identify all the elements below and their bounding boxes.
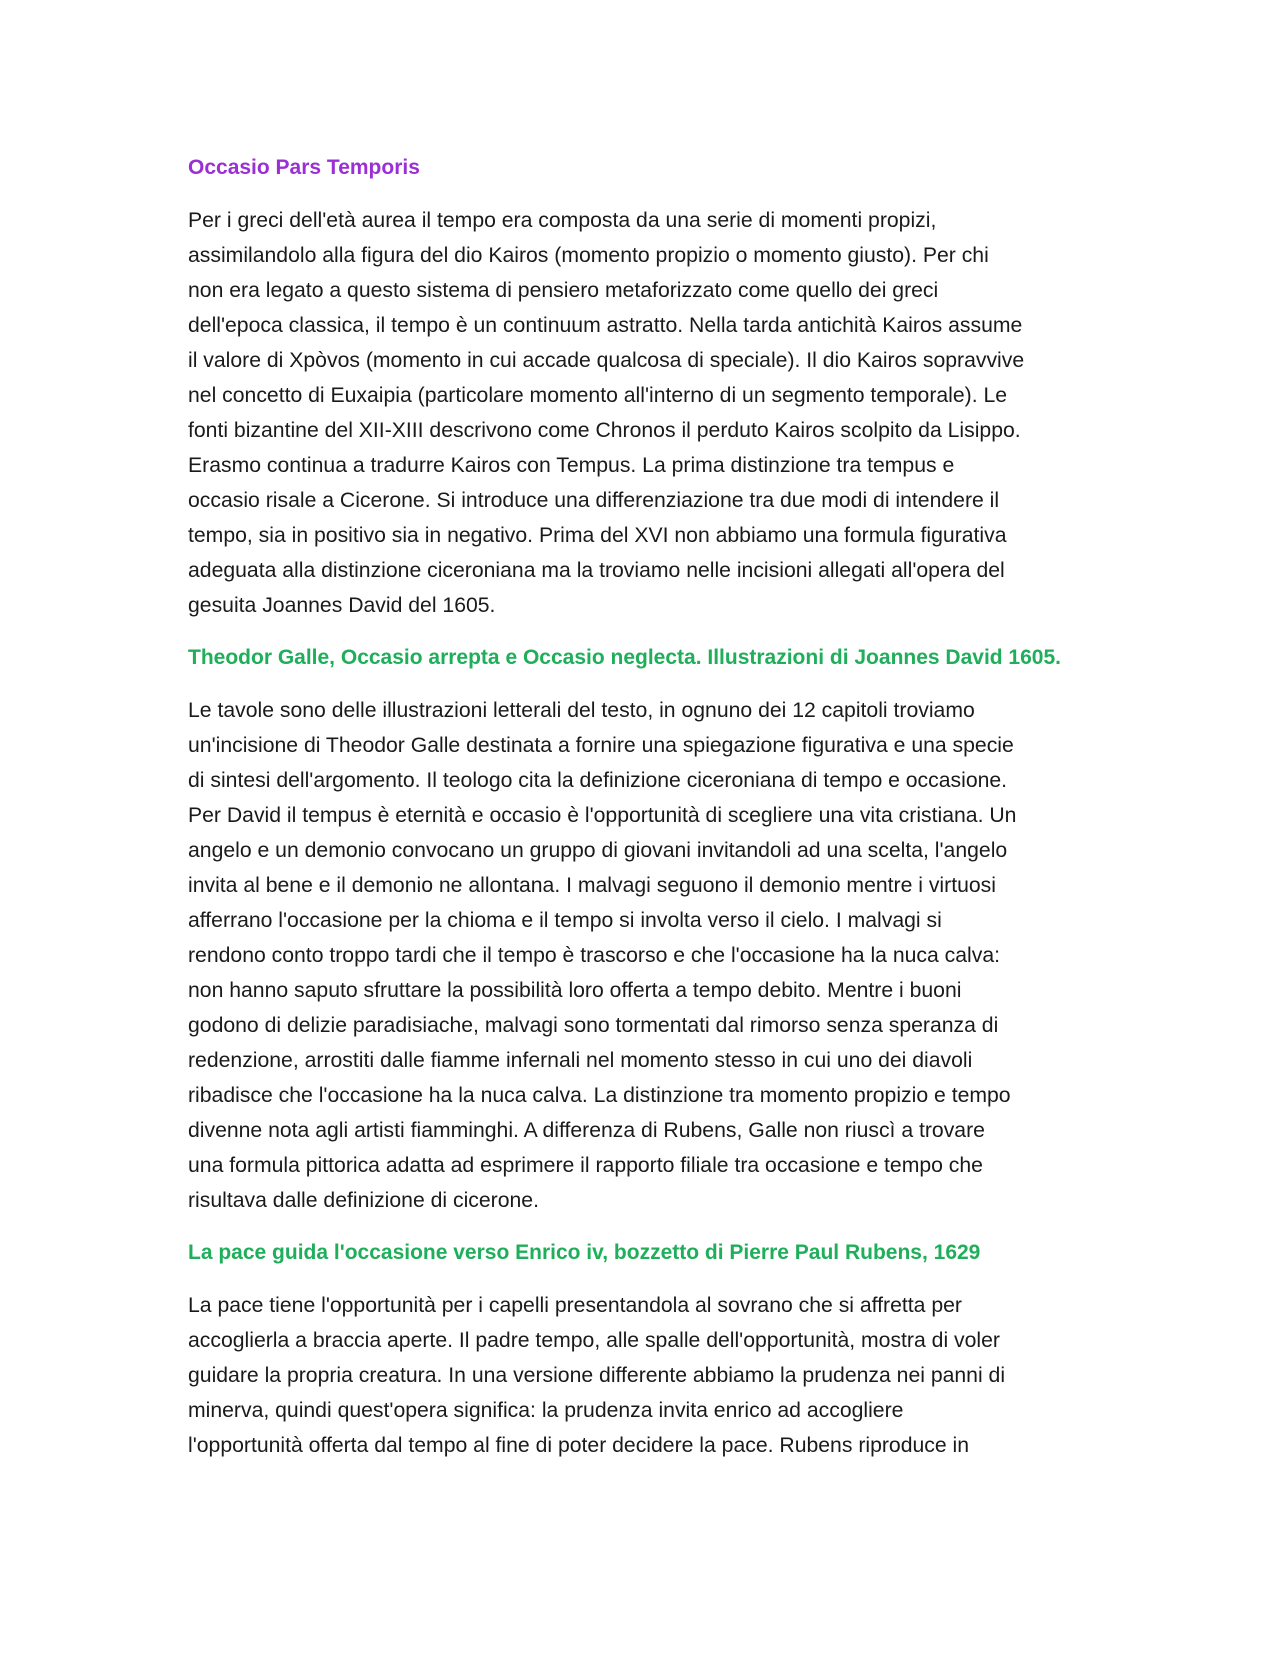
paragraph-line: tempo, sia in positivo sia in negativo. Prima del XVI non abbiamo una formula figurativa xyxy=(188,524,1007,547)
paragraph-line: invita al bene e il demonio ne allontana. I malvagi seguono il demonio mentre i virtuosi xyxy=(188,874,996,897)
paragraph-line: non era legato a questo sistema di pensiero metaforizzato come quello dei greci xyxy=(188,279,939,302)
section-heading-occasio-pars-temporis: Occasio Pars Temporis xyxy=(188,156,420,179)
paragraph-line: angelo e un demonio convocano un gruppo di giovani invitandoli ad una scelta, l'angelo xyxy=(188,839,1008,862)
paragraph-line: guidare la propria creatura. In una versione differente abbiamo la prudenza nei panni di xyxy=(188,1364,1006,1387)
paragraph-line: La pace tiene l'opportunità per i capelli presentandola al sovrano che si affretta per xyxy=(188,1294,962,1317)
paragraph-line: dell'epoca classica, il tempo è un continuum astratto. Nella tarda antichità Kairos assume xyxy=(188,314,1023,337)
paragraph-line: l'opportunità offerta dal tempo al fine di poter decidere la pace. Rubens riproduce in xyxy=(188,1434,970,1457)
paragraph-line: Erasmo continua a tradurre Kairos con Tempus. La prima distinzione tra tempus e xyxy=(188,454,955,477)
section-heading-la-pace: La pace guida l'occasione verso Enrico iv, bozzetto di Pierre Paul Rubens, 1629 xyxy=(188,1241,981,1264)
paragraph-line: un'incisione di Theodor Galle destinata a fornire una spiegazione figurativa e una specie xyxy=(188,734,1014,757)
paragraph-line: redenzione, arrostiti dalle fiamme infernali nel momento stesso in cui uno dei diavoli xyxy=(188,1049,973,1072)
section-paragraph-2 xyxy=(188,693,1098,1218)
paragraph-line: gesuita Joannes David del 1605. xyxy=(188,594,496,617)
paragraph-line: una formula pittorica adatta ad esprimere il rapporto filiale tra occasione e tempo che xyxy=(188,1154,983,1177)
paragraph-line: non hanno saputo sfruttare la possibilità loro offerta a tempo debito. Mentre i buoni xyxy=(188,979,962,1002)
paragraph-line: Per i greci dell'età aurea il tempo era composta da una serie di momenti propizi, xyxy=(188,209,937,232)
paragraph-line: nel concetto di Euxaipia (particolare momento all'interno di un segmento temporale). Le xyxy=(188,384,1008,407)
paragraph-line: adeguata alla distinzione ciceroniana ma la troviamo nelle incisioni allegati all'opera del xyxy=(188,559,1005,582)
paragraph-line: il valore di Xpòvos (momento in cui accade qualcosa di speciale). Il dio Kairos sopravvive xyxy=(188,349,1025,372)
section-paragraph-1 xyxy=(188,203,1098,623)
paragraph-line: di sintesi dell'argomento. Il teologo cita la definizione ciceroniana di tempo e occasione. xyxy=(188,769,1008,792)
paragraph-line: rendono conto troppo tardi che il tempo è trascorso e che l'occasione ha la nuca calva: xyxy=(188,944,1001,967)
paragraph-line: fonti bizantine del XII-XIII descrivono come Chronos il perduto Kairos scolpito da Lisippo. xyxy=(188,419,1021,442)
paragraph-line: ribadisce che l'occasione ha la nuca calva. La distinzione tra momento propizio e tempo xyxy=(188,1084,1011,1107)
paragraph-line: minerva, quindi quest'opera significa: la prudenza invita enrico ad accogliere xyxy=(188,1399,904,1422)
paragraph-line: godono di delizie paradisiache, malvagi sono tormentati dal rimorso senza speranza di xyxy=(188,1014,999,1037)
paragraph-line: Per David il tempus è eternità e occasio è l'opportunità di scegliere una vita cristiana. Un xyxy=(188,804,1017,827)
paragraph-line: afferrano l'occasione per la chioma e il tempo si involta verso il cielo. I malvagi si xyxy=(188,909,942,932)
section-heading-theodor-galle: Theodor Galle, Occasio arrepta e Occasio neglecta. Illustrazioni di Joannes David 1605. xyxy=(188,646,1061,669)
paragraph-line: divenne nota agli artisti fiamminghi. A differenza di Rubens, Galle non riuscì a trovare xyxy=(188,1119,985,1142)
paragraph-line: occasio risale a Cicerone. Si introduce una differenziazione tra due modi di intendere il xyxy=(188,489,1000,512)
paragraph-line: assimilandolo alla figura del dio Kairos (momento propizio o momento giusto). Per chi xyxy=(188,244,989,267)
paragraph-line: risultava dalle definizione di cicerone. xyxy=(188,1189,539,1212)
paragraph-line: Le tavole sono delle illustrazioni letterali del testo, in ognuno dei 12 capitoli troviamo xyxy=(188,699,975,722)
paragraph-line: accoglierla a braccia aperte. Il padre tempo, alle spalle dell'opportunità, mostra di voler xyxy=(188,1329,1000,1352)
section-paragraph-3 xyxy=(188,1288,1098,1463)
document-page xyxy=(188,150,1098,1480)
